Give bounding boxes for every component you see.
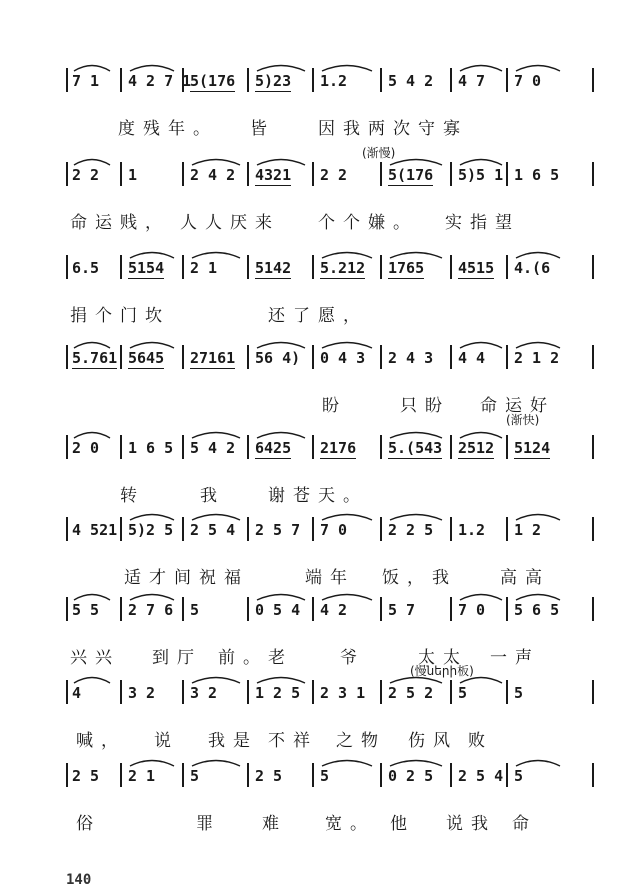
barline [247,597,249,621]
barline [312,68,314,92]
slur-mark [255,674,311,684]
lyric-text: 度残年。 [118,119,218,139]
barline [120,255,122,279]
slur-mark [514,511,566,521]
score-system [0,146,638,262]
notation-bar: 2 2 [320,166,348,184]
notation-bar: 5 [320,767,330,785]
barline [312,255,314,279]
notation-bar: 2 5 7 [255,521,301,539]
lyric-text: 命 [512,814,537,834]
barline [506,162,508,186]
notation-bar: 5645 [128,349,165,367]
slur-mark [388,156,448,166]
slur-mark [388,249,448,259]
barline [312,517,314,541]
lyric-text: 之物 [336,731,386,751]
beam-line [255,91,291,92]
slur-mark [72,429,116,439]
beam-line [514,458,550,459]
slur-mark [388,757,448,767]
lyric-text: 他 [390,814,415,834]
barline [120,597,122,621]
lyric-text: 命运好 [480,396,555,416]
notation-bar: 5 4 2 [388,72,434,90]
notation-bar: 5.212 [320,259,366,277]
notation-bar: 2 1 2 [514,349,560,367]
notation-bar: 7 0 [458,601,486,619]
slur-mark [255,429,311,439]
lyric-text: 实指望 [445,213,520,233]
barline [380,435,382,459]
notation-bar: 1 [128,166,138,184]
notation-bar: 0 4 3 [320,349,366,367]
slur-mark [255,156,311,166]
barline [247,68,249,92]
notation-bar: 5 [514,767,524,785]
slur-mark [458,339,508,349]
notation-bar: 27161 [190,349,236,367]
slur-mark [190,429,246,439]
lyric-text: 前。 [218,648,268,668]
slur-mark [128,757,180,767]
lyric-text: 败 [468,731,493,751]
notation-bar: 2 2 [72,166,100,184]
lyric-text: 只盼 [400,396,450,416]
barline [506,680,508,704]
barline [247,763,249,787]
slur-mark [514,249,566,259]
notation-bar: 2 0 [72,439,100,457]
slur-mark [320,591,378,601]
lyric-text: 说 [154,731,179,751]
tempo-marking: (慢ների板) [410,664,474,678]
page-number: 140 [66,872,92,888]
slur-mark [190,156,246,166]
barline [120,435,122,459]
beam-line [72,368,117,369]
notation-bar: 5 [190,767,200,785]
lyric-text: 人人厌来 [180,213,280,233]
beam-line [320,278,365,279]
barline [120,517,122,541]
barline [66,68,68,92]
slur-mark [320,339,378,349]
slur-mark [320,249,378,259]
slur-mark [72,156,116,166]
slur-mark [255,339,311,349]
notation-bar: 2 1 [128,767,156,785]
barline [380,597,382,621]
beam-line [255,185,291,186]
barline [380,680,382,704]
lyric-text: 罪 [196,814,221,834]
barline [450,255,452,279]
lyric-text: 伤风 [408,731,458,751]
notation-bar: 1 2 [514,521,542,539]
barline [506,763,508,787]
notation-bar: 2 2 5 [388,521,434,539]
slur-mark [190,511,246,521]
barline [506,345,508,369]
notation-bar: 4 7 [458,72,486,90]
beam-line [388,278,424,279]
lyric-text: 因我两次守寡 [318,119,468,139]
beam-line [255,458,291,459]
slur-mark [514,757,566,767]
notation-bar: 2 5 4 [458,767,504,785]
slur-mark [255,62,311,72]
lyric-text: 我 [200,486,225,506]
notation-bar: 1.2 [320,72,348,90]
slur-mark [320,511,378,521]
barline [312,162,314,186]
lyric-text: 饭，我 [382,568,457,588]
lyric-text: 皆 [250,119,275,139]
beam-line [388,458,442,459]
barline [592,763,594,787]
slur-mark [388,429,448,439]
barline [380,255,382,279]
notation-bar: 5)2 5 [128,521,174,539]
barline [182,517,184,541]
notation-bar: 4 2 [320,601,348,619]
barline [182,680,184,704]
lyric-text: 个个嫌。 [318,213,418,233]
notation-bar: 4 2 7 1 [128,72,192,90]
tempo-marking: (渐慢) [362,146,396,160]
notation-bar: 2 5 [72,767,100,785]
barline [380,162,382,186]
beam-line [128,368,164,369]
barline [247,255,249,279]
lyric-text: 说我 [446,814,496,834]
notation-bar: 5 4 2 [190,439,236,457]
barline [66,345,68,369]
barline [312,597,314,621]
notation-bar: 4515 [458,259,495,277]
notation-bar: 4321 [255,166,292,184]
score-system [0,767,638,863]
barline [120,162,122,186]
notation-bar: 5.761 [72,349,118,367]
beam-line [388,185,433,186]
lyric-text: 兴兴 [70,648,120,668]
notation-bar: 2 5 4 [190,521,236,539]
barline [592,680,594,704]
beam-line [255,278,291,279]
barline [120,345,122,369]
slur-mark [128,249,180,259]
notation-bar: 2 3 1 [320,684,366,702]
lyric-text: 一声 [490,648,540,668]
barline [247,435,249,459]
notation-bar: 2 4 2 [190,166,236,184]
barline [506,597,508,621]
slur-mark [255,591,311,601]
barline [312,680,314,704]
barline [66,255,68,279]
barline [450,68,452,92]
slur-mark [72,339,116,349]
lyric-text: 命运贱， [70,213,170,233]
notation-bar: 7 1 [72,72,100,90]
barline [380,763,382,787]
barline [380,68,382,92]
barline [506,255,508,279]
notation-bar: 4 521 [72,521,118,539]
notation-bar: 5.(543 [388,439,443,457]
lyric-text: 转 [120,486,145,506]
slur-mark [320,757,378,767]
beam-line [320,458,356,459]
barline [592,162,594,186]
notation-bar: 2 4 3 [388,349,434,367]
notation-bar: 5 7 [388,601,416,619]
beam-line [190,91,235,92]
notation-bar: 1 6 5 [514,166,560,184]
barline [247,517,249,541]
lyric-text: 端年 [305,568,355,588]
barline [592,255,594,279]
barline [247,162,249,186]
barline [66,680,68,704]
barline [592,345,594,369]
barline [66,435,68,459]
notation-bar: 5 [514,684,524,702]
slur-mark [128,339,180,349]
notation-bar: 5(176 [388,166,434,184]
notation-bar: 2176 [320,439,357,457]
barline [182,597,184,621]
notation-bar: 56 4) [255,349,301,367]
lyric-text: 谢苍天。 [268,486,368,506]
lyric-text: 爷 [340,648,365,668]
barline [450,162,452,186]
slur-mark [128,511,180,521]
slur-mark [128,62,180,72]
lyric-text: 捐个门坎 [70,306,170,326]
notation-bar: 4 [72,684,82,702]
barline [120,763,122,787]
slur-mark [514,591,566,601]
notation-bar: 2512 [458,439,495,457]
barline [592,68,594,92]
notation-bar: 6.5 [72,259,100,277]
notation-bar: 1.2 [458,521,486,539]
beam-line [458,278,494,279]
notation-bar: 5 5 [72,601,100,619]
lyric-text: 我是 [208,731,258,751]
barline [66,763,68,787]
slur-mark [128,591,180,601]
barline [506,68,508,92]
barline [450,763,452,787]
lyric-text: 不祥 [268,731,318,751]
barline [247,680,249,704]
slur-mark [458,591,508,601]
notation-bar: 1765 [388,259,425,277]
beam-line [458,458,494,459]
barline [380,517,382,541]
slur-mark [190,249,246,259]
lyric-text: 盼 [322,396,347,416]
barline [592,597,594,621]
lyric-text: 难 [262,814,287,834]
slur-mark [514,339,566,349]
barline [182,345,184,369]
barline [380,345,382,369]
barline [506,517,508,541]
slur-mark [514,62,566,72]
notation-bar: 5 [190,601,200,619]
notation-bar: 1 2 5 [255,684,301,702]
notation-bar: 5154 [128,259,165,277]
beam-line [190,368,235,369]
notation-bar: 6425 [255,439,292,457]
lyric-text: 还了愿， [268,306,368,326]
notation-bar: 5124 [514,439,551,457]
barline [450,517,452,541]
lyric-text: 高高 [500,568,550,588]
notation-bar: 2 1 [190,259,218,277]
barline [66,162,68,186]
barline [312,763,314,787]
notation-bar: 3 2 [190,684,218,702]
barline [247,345,249,369]
lyric-text: 到厅 [152,648,202,668]
barline [120,680,122,704]
notation-bar: 5 6 5 [514,601,560,619]
notation-bar: 5 [458,684,468,702]
barline [450,345,452,369]
barline [450,435,452,459]
notation-bar: 2 5 2 [388,684,434,702]
barline [592,435,594,459]
notation-bar: 0 5 4 [255,601,301,619]
notation-bar: 5(176 [190,72,236,90]
slur-mark [458,156,508,166]
slur-mark [388,511,448,521]
lyric-text: 老 [268,648,293,668]
barline [182,68,184,92]
slur-mark [458,429,508,439]
notation-bar: 1 6 5 [128,439,174,457]
score-system [0,72,638,168]
slur-mark [458,62,508,72]
notation-bar: 7 0 [514,72,542,90]
slur-mark [72,62,116,72]
barline [450,597,452,621]
slur-mark [72,591,116,601]
beam-line [128,278,164,279]
barline [66,597,68,621]
barline [592,517,594,541]
barline [182,435,184,459]
slur-mark [72,674,116,684]
lyric-text: 宽。 [325,814,375,834]
notation-bar: 2 5 [255,767,283,785]
notation-bar: 7 0 [320,521,348,539]
barline [312,435,314,459]
notation-bar: 4.(6 [514,259,551,277]
barline [120,68,122,92]
slur-mark [320,62,378,72]
barline [506,435,508,459]
notation-bar: 3 2 [128,684,156,702]
barline [182,162,184,186]
lyric-text: 太太 [418,648,468,668]
barline [182,255,184,279]
notation-bar: 0 2 5 [388,767,434,785]
barline [312,345,314,369]
notation-bar: 5142 [255,259,292,277]
tempo-marking: (渐快) [506,413,540,427]
notation-bar: 5)5 1 [458,166,504,184]
lyric-text: 喊， [76,731,126,751]
lyric-text: 适才间祝福 [124,568,249,588]
notation-bar: 4 4 [458,349,486,367]
barline [450,680,452,704]
lyric-text: 俗 [76,814,101,834]
slur-mark [190,674,246,684]
slur-mark [190,757,246,767]
barline [182,763,184,787]
notation-bar: 2 7 6 [128,601,174,619]
notation-bar: 5)23 [255,72,292,90]
barline [66,517,68,541]
